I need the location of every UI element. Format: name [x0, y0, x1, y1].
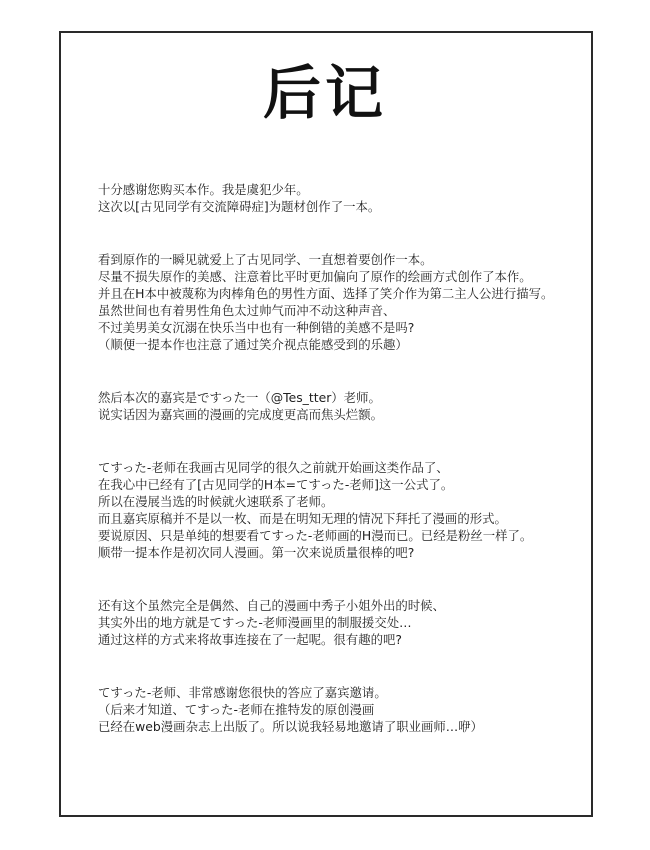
- text-line: 而且嘉宾原稿并不是以一枚、而是在明知无理的情况下拜托了漫画的形式。: [98, 511, 507, 526]
- text-line: 看到原作的一瞬见就爱上了古见同学、一直想着要创作一本。: [98, 252, 433, 267]
- text-line: 并且在H本中被蔑称为肉棒角色的男性方面、选择了笑介作为第二主人公进行描写。: [98, 286, 554, 301]
- text-line: 所以在漫展当选的时候就火速联系了老师。: [98, 494, 334, 509]
- paragraph-1: [98, 181, 588, 215]
- text-line: 在我心中已经有了[古见同学的H本=てすった-老师]这一公式了。: [98, 477, 454, 492]
- text-line: 这次以[古见同学有交流障碍症]为题材创作了一本。: [98, 199, 381, 214]
- paragraph-5: [98, 597, 588, 648]
- text-line: てすった-老师、非常感谢您很快的答应了嘉宾邀请。: [98, 685, 387, 700]
- text-line: 顺带一提本作是初次同人漫画。第一次来说质量很棒的吧?: [98, 545, 415, 560]
- text-line: てすった-老师在我画古见同学的很久之前就开始画这类作品了、: [98, 460, 449, 475]
- text-line: 其实外出的地方就是てすった-老师漫画里的制服援交处…: [98, 615, 412, 630]
- text-line: 通过这样的方式来将故事连接在了一起呢。很有趣的吧?: [98, 632, 402, 647]
- paragraph-2: [98, 251, 588, 353]
- page-title: 后记: [262, 59, 387, 127]
- text-line: 说实话因为嘉宾画的漫画的完成度更高而焦头烂额。: [98, 407, 383, 422]
- text-line: 要说原因、只是单纯的想要看てすった-老师画的H漫而已。已经是粉丝一样了。: [98, 528, 533, 543]
- afterword-body: [98, 181, 588, 771]
- text-line: 已经在web漫画杂志上出版了。所以说我轻易地邀请了职业画师…咿）: [98, 719, 483, 734]
- text-line: （顺便一提本作也注意了通过笑介视点能感受到的乐趣）: [98, 337, 408, 352]
- paragraph-3: [98, 389, 588, 423]
- text-line: 十分感谢您购买本作。我是虞犯少年。: [98, 182, 309, 197]
- paragraph-6: [98, 684, 588, 735]
- text-line: 尽量不损失原作的美感、注意着比平时更加偏向了原作的绘画方式创作了本作。: [98, 269, 532, 284]
- text-line: 然后本次的嘉宾是ですった一（@Tes_tter）老师。: [98, 390, 381, 405]
- text-line: 还有这个虽然完全是偶然、自己的漫画中秀子小姐外出的时候、: [98, 598, 445, 613]
- text-line: 虽然世间也有着男性角色太过帅气而冲不动这种声音、: [98, 303, 396, 318]
- text-line: （后来才知道、てすった-老师在推特发的原创漫画: [98, 702, 375, 717]
- paragraph-4: [98, 459, 588, 561]
- text-line: 不过美男美女沉溺在快乐当中也有一种倒错的美感不是吗?: [98, 320, 415, 335]
